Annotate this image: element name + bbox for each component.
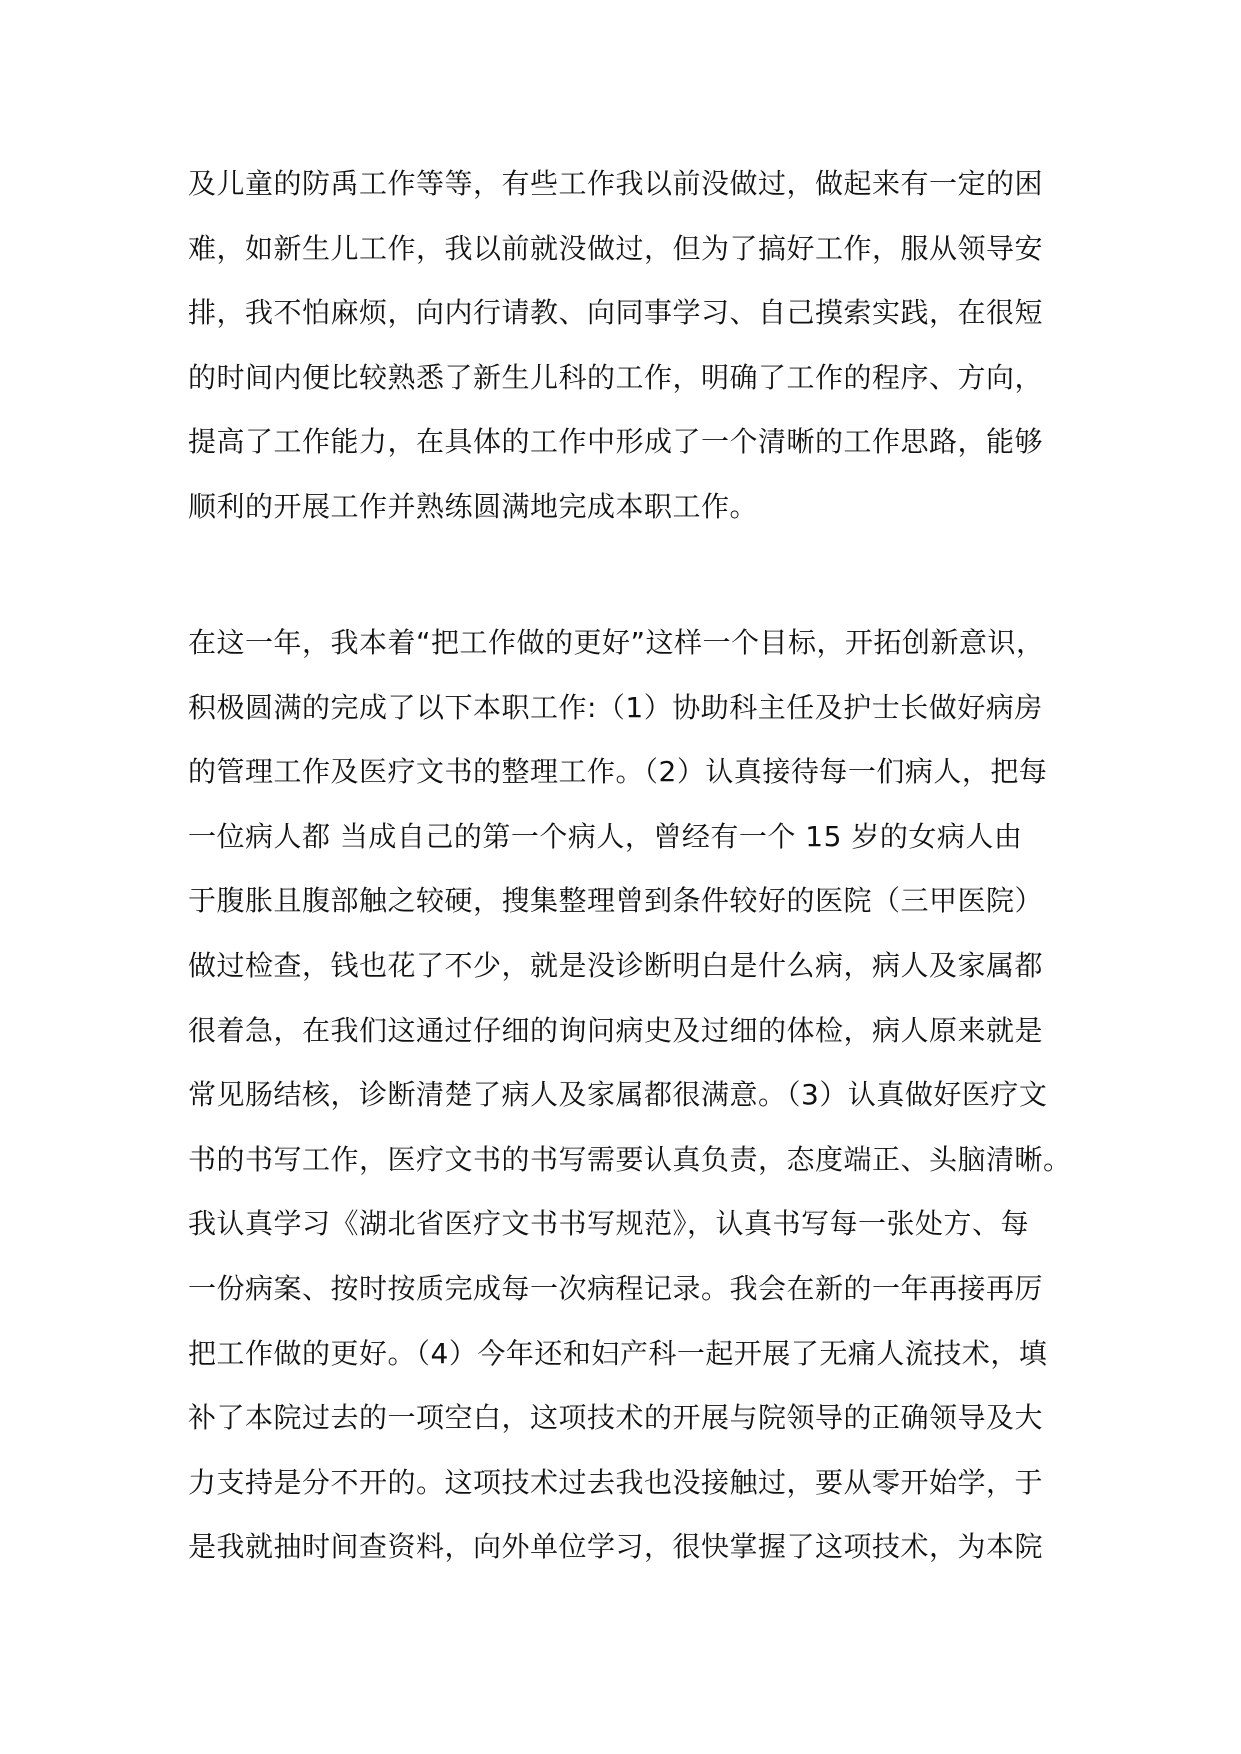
text-line: 是我就抽时间查资料，向外单位学习，很快掌握了这项技术，为本院	[188, 1530, 1044, 1564]
text-line: 做过检查，钱也花了不少，就是没诊断明白是什么病，病人及家属都	[188, 948, 1044, 982]
text-line: 我认真学习《湖北省医疗文书书写规范》，认真书写每一张处方、每	[188, 1207, 1030, 1241]
text-line: 排，我不怕麻烦，向内行请教、向同事学习、自己摸索实践，在很短	[188, 296, 1044, 330]
text-line: 的管理工作及医疗文书的整理工作。（2）认真接待每一们病人，把每	[188, 755, 1048, 789]
text-line: 及儿童的防禹工作等等，有些工作我以前没做过，做起来有一定的困	[188, 167, 1044, 200]
text-line: 常见肠结核，诊断清楚了病人及家属都很满意。（3）认真做好医疗文	[188, 1078, 1048, 1112]
text-line: 很着急，在我们这通过仔细的询问病史及过细的体检，病人原来就是	[188, 1013, 1044, 1047]
text-line: 在这一年，我本着“把工作做的更好”这样一个目标，开拓创新意识，	[188, 626, 1045, 659]
text-line: 补了本院过去的一项空白，这项技术的开展与院领导的正确领导及大	[188, 1401, 1044, 1435]
text-line: 一位病人都 当成自己的第一个病人，曾经有一个 15 岁的女病人由	[188, 819, 1023, 853]
text-line: 一份病案、按时按质完成每一次病程记录。我会在新的一年再接再厉	[188, 1271, 1044, 1305]
text-line: 提高了工作能力，在具体的工作中形成了一个清晰的工作思路，能够	[188, 425, 1044, 459]
text-line: 难，如新生儿工作，我以前就没做过，但为了搞好工作，服从领导安	[188, 231, 1044, 265]
text-line: 于腹胀且腹部触之较硬，搜集整理曾到条件较好的医院（三甲医院）	[188, 884, 1044, 918]
text-line: 的时间内便比较熟悉了新生儿科的工作，明确了工作的程序、方向，	[188, 360, 1044, 394]
text-line: 书的书写工作，医疗文书的书写需要认真负责，态度端正、头脑清晰。	[188, 1142, 1072, 1176]
text-line: 顺利的开展工作并熟练圆满地完成本职工作。	[188, 489, 759, 523]
text-line: 积极圆满的完成了以下本职工作:（1）协助科主任及护士长做好病房	[188, 690, 1043, 724]
paragraph-2	[188, 611, 1072, 1580]
paragraph-1	[188, 152, 1068, 540]
text-line: 把工作做的更好。（4）今年还和妇产科一起开展了无痛人流技术，填	[188, 1336, 1048, 1370]
text-line: 力支持是分不开的。这项技术过去我也没接触过，要从零开始学，于	[188, 1465, 1044, 1499]
